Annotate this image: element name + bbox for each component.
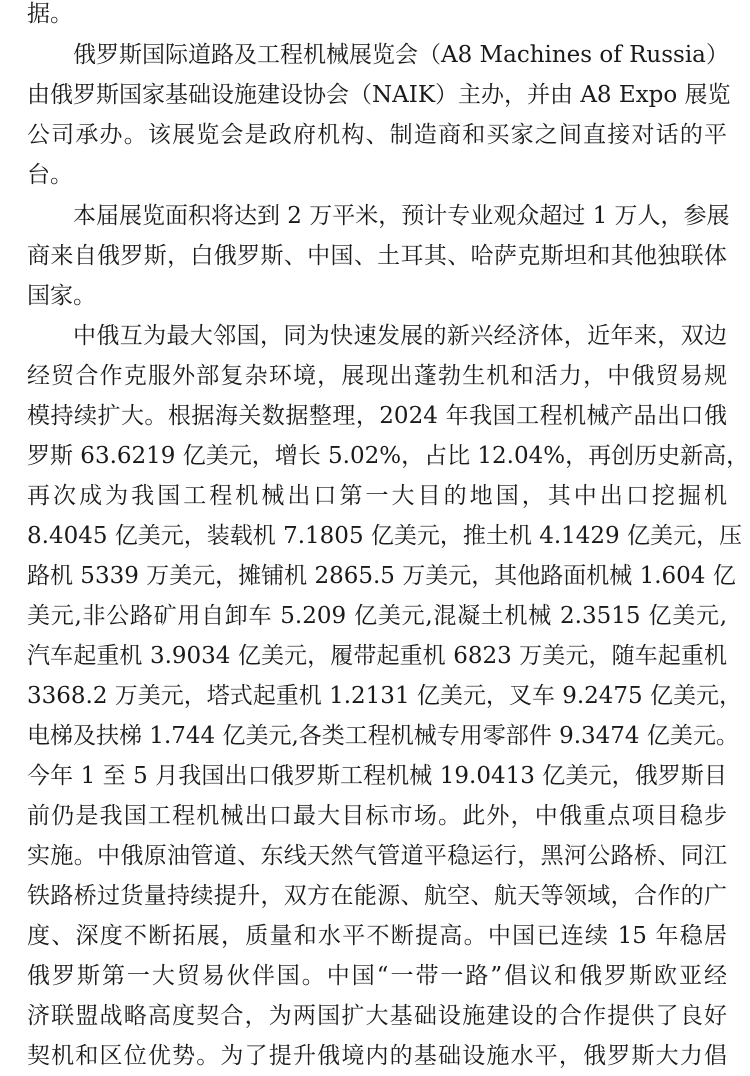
text-line: 罗斯 63.6219 亿美元，增长 5.02%，占比 12.04%，再创历史新高， bbox=[27, 443, 750, 469]
text-line: 商来自俄罗斯，白俄罗斯、中国、土耳其、哈萨克斯坦和其他独联体 bbox=[27, 243, 727, 269]
text-line: 本届展览面积将达到 2 万平米，预计专业观众超过 1 万人，参展 bbox=[73, 203, 730, 229]
text-line: 契机和区位优势。为了提升俄境内的基础设施水平，俄罗斯大力倡 bbox=[27, 1043, 727, 1069]
text-line: 美元,非公路矿用自卸车 5.209 亿美元,混凝土机械 2.3515 亿美元, bbox=[27, 603, 727, 629]
text-line: 俄罗斯国际道路及工程机械展览会（A8 Machines of Russia） bbox=[73, 42, 729, 68]
text-line: 汽车起重机 3.9034 亿美元，履带起重机 6823 万美元，随车起重机 bbox=[27, 643, 727, 669]
text-line: 3368.2 万美元，塔式起重机 1.2131 亿美元，叉车 9.2475 亿美元， bbox=[27, 683, 742, 709]
text-line: 铁路桥过货量持续提升，双方在能源、航空、航天等领域，合作的广 bbox=[27, 883, 727, 909]
text-line: 由俄罗斯国家基础设施建设协会（NAIK）主办，并由 A8 Expo 展览 bbox=[27, 82, 731, 108]
text-line: 经贸合作克服外部复杂环境，展现出蓬勃生机和活力，中俄贸易规 bbox=[27, 363, 727, 389]
text-line: 中俄互为最大邻国，同为快速发展的新兴经济体，近年来，双边 bbox=[73, 323, 727, 349]
text-line: 据。 bbox=[27, 1, 73, 27]
text-line: 前仍是我国工程机械出口最大目标市场。此外，中俄重点项目稳步 bbox=[27, 803, 727, 829]
text-line: 实施。中俄原油管道、东线天然气管道平稳运行，黑河公路桥、同江 bbox=[27, 843, 727, 869]
text-line: 台。 bbox=[27, 162, 73, 188]
text-line: 度、深度不断拓展，质量和水平不断提高。中国已连续 15 年稳居 bbox=[27, 923, 727, 949]
text-line: 国家。 bbox=[27, 283, 96, 309]
text-line: 济联盟战略高度契合，为两国扩大基础设施建设的合作提供了良好 bbox=[27, 1003, 727, 1029]
text-line: 电梯及扶梯 1.744 亿美元,各类工程机械专用零部件 9.3474 亿美元。 bbox=[27, 723, 739, 749]
text-line: 模持续扩大。根据海关数据整理，2024 年我国工程机械产品出口俄 bbox=[27, 403, 727, 429]
text-line: 再次成为我国工程机械出口第一大目的地国，其中出口挖掘机 bbox=[27, 483, 727, 509]
text-line: 路机 5339 万美元，摊铺机 2865.5 万美元，其他路面机械 1.604 亿 bbox=[27, 563, 736, 589]
text-line: 8.4045 亿美元，装载机 7.1805 亿美元，推土机 4.1429 亿美元，压 bbox=[27, 523, 742, 549]
text-line: 公司承办。该展览会是政府机构、制造商和买家之间直接对话的平 bbox=[27, 122, 727, 148]
text-line: 今年 1 至 5 月我国出口俄罗斯工程机械 19.0413 亿美元，俄罗斯目 bbox=[27, 763, 727, 789]
text-line: 俄罗斯第一大贸易伙伴国。中国“一带一路”倡议和俄罗斯欧亚经 bbox=[27, 963, 727, 989]
